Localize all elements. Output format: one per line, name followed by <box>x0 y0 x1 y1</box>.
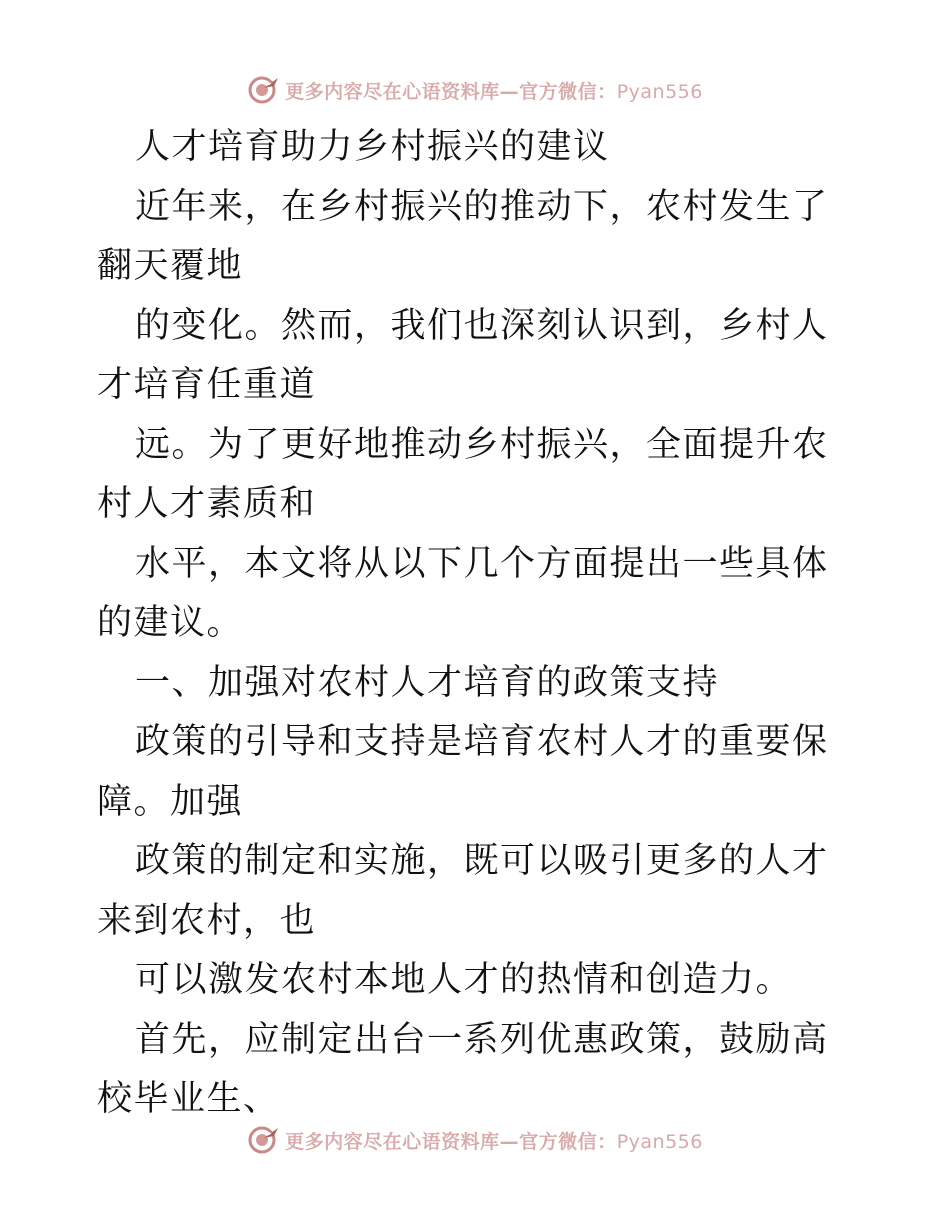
paragraph-line: 水平，本文将从以下几个方面提出一些具体的建议。 <box>97 543 829 643</box>
paragraph-line: 近年来，在乡村振兴的推动下，农村发生了翻天覆地 <box>97 186 829 286</box>
footer-watermark-text <box>285 1127 703 1154</box>
paragraph-line: 政策的引导和支持是培育农村人才的重要保障。加强 <box>97 722 829 822</box>
paragraph-line: 政策的制定和实施，既可以吸引更多的人才来到农村，也 <box>97 841 829 941</box>
section-heading: 一、加强对农村人才培育的政策支持 <box>135 662 720 703</box>
pen-nib-seal-icon <box>247 1123 281 1157</box>
document-body <box>97 118 857 1130</box>
document-title: 人才培育助力乡村振兴的建议 <box>135 127 610 167</box>
banner-wechat-label: 官方微信： <box>519 80 617 103</box>
banner-wechat-id: Pyan556 <box>616 80 703 103</box>
pen-nib-seal-icon <box>247 73 281 107</box>
banner-separator: — <box>499 80 520 103</box>
paragraph-line: 首先，应制定出台一系列优惠政策，鼓励高校毕业生、 <box>97 1019 829 1119</box>
paragraph-line: 的变化。然而，我们也深刻认识到，乡村人才培育任重道 <box>97 305 829 405</box>
header-watermark-banner <box>0 70 950 110</box>
banner-wechat-label: 官方微信： <box>519 1130 617 1153</box>
paragraph-line: 远。为了更好地推动乡村振兴，全面提升农村人才素质和 <box>97 424 829 524</box>
banner-wechat-id: Pyan556 <box>616 1130 703 1153</box>
banner-separator: — <box>499 1130 520 1153</box>
header-watermark-text <box>285 77 703 104</box>
paragraph-line: 可以激发农村本地人才的热情和创造力。 <box>135 960 793 1000</box>
banner-main-text: 更多内容尽在心语资料库 <box>285 1130 500 1153</box>
banner-main-text: 更多内容尽在心语资料库 <box>285 80 500 103</box>
footer-watermark-banner <box>0 1120 950 1160</box>
